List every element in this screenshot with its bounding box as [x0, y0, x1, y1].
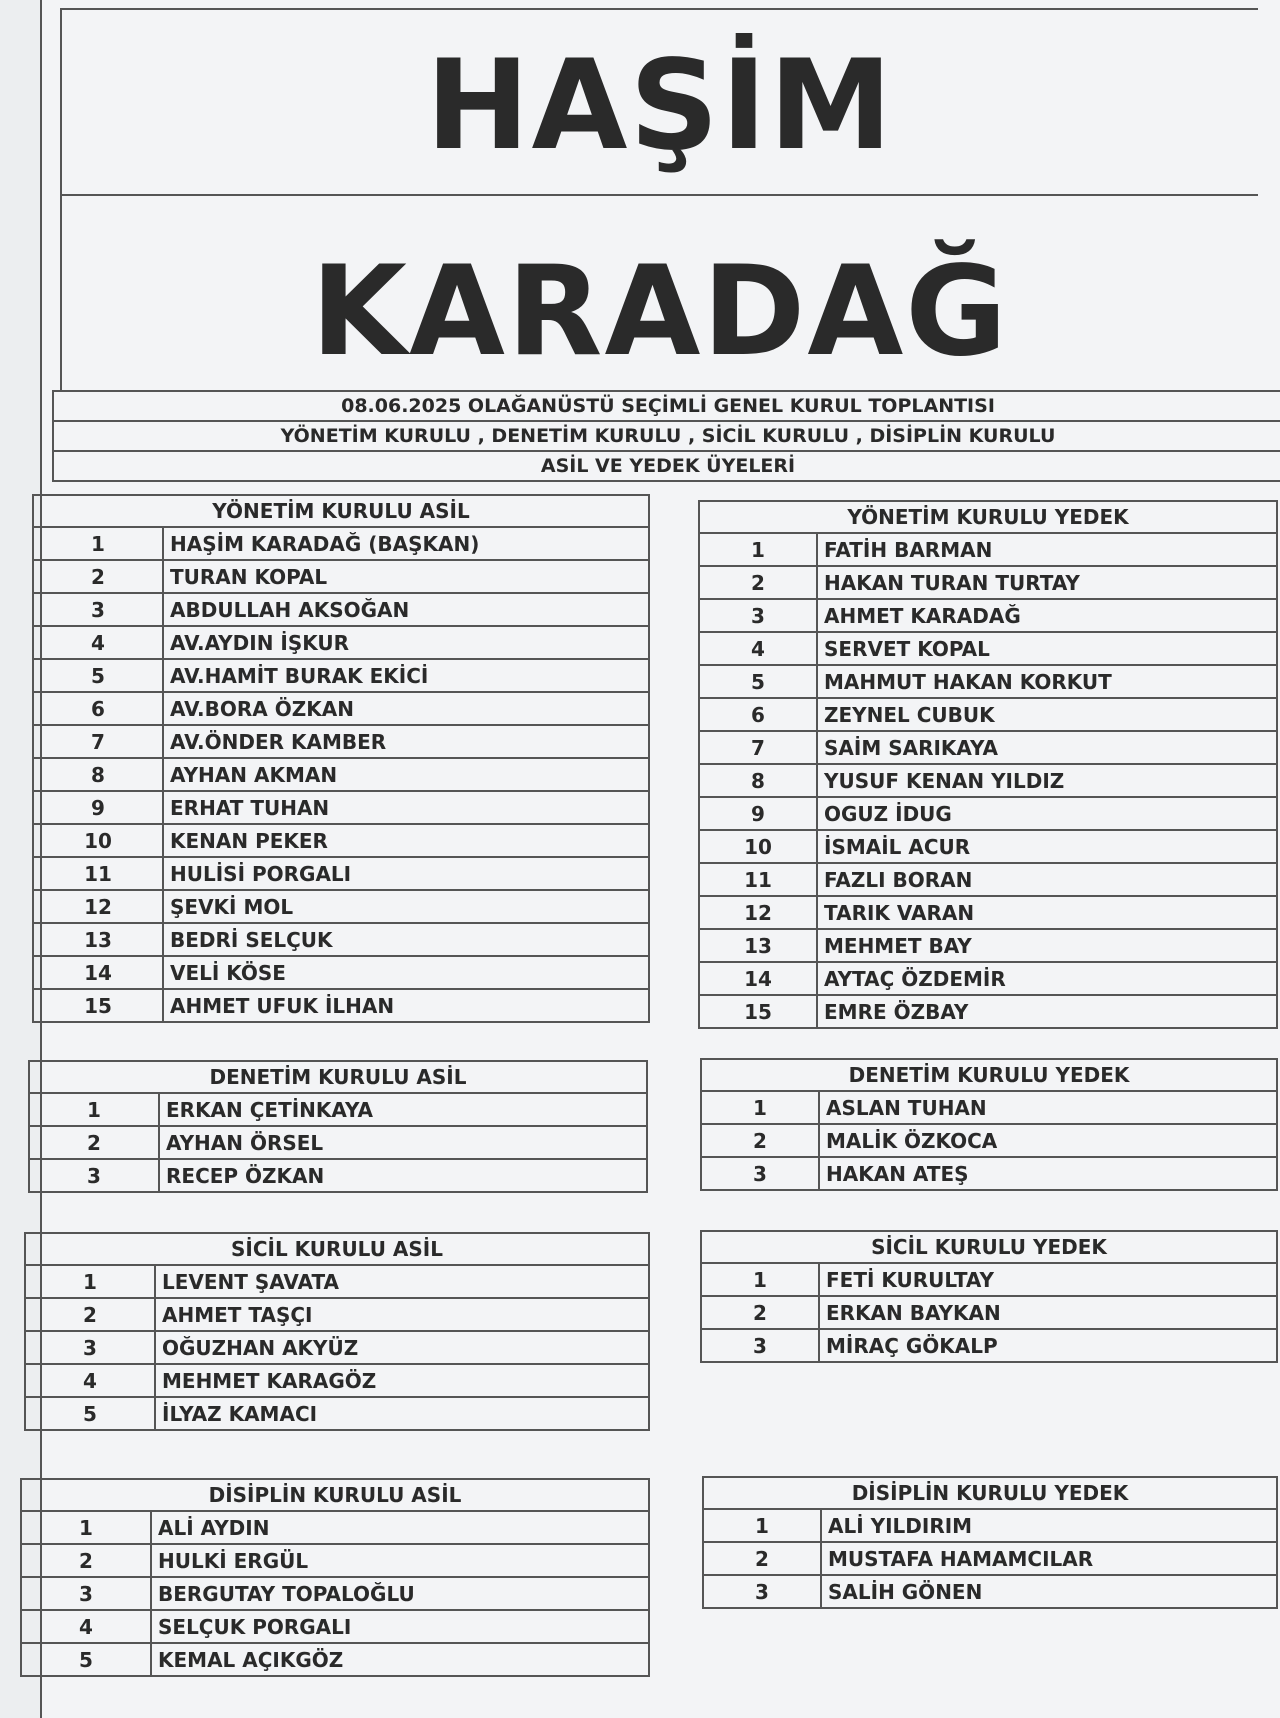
member-number: 3 — [21, 1577, 151, 1610]
member-number: 15 — [33, 989, 163, 1022]
member-name: ABDULLAH AKSOĞAN — [163, 593, 649, 626]
member-name: MALİK ÖZKOCA — [819, 1124, 1277, 1157]
member-name: HAKAN TURAN TURTAY — [817, 566, 1277, 599]
table-row — [699, 962, 1277, 995]
member-name: ZEYNEL CUBUK — [817, 698, 1277, 731]
table-title: SİCİL KURULU ASİL — [25, 1233, 649, 1265]
table-row — [699, 632, 1277, 665]
table-row — [25, 1331, 649, 1364]
member-number: 2 — [25, 1298, 155, 1331]
table-row — [703, 1575, 1277, 1608]
table-row — [701, 1263, 1277, 1296]
table-row — [25, 1298, 649, 1331]
member-number: 4 — [25, 1364, 155, 1397]
member-number: 3 — [701, 1329, 819, 1362]
member-name: ERHAT TUHAN — [163, 791, 649, 824]
member-number: 12 — [33, 890, 163, 923]
member-number: 1 — [699, 533, 817, 566]
table-row — [33, 890, 649, 923]
table-denetim-yedek — [700, 1058, 1278, 1191]
member-name: SAİM SARIKAYA — [817, 731, 1277, 764]
table-row — [703, 1542, 1277, 1575]
member-number: 6 — [33, 692, 163, 725]
member-name: FETİ KURULTAY — [819, 1263, 1277, 1296]
member-number: 1 — [21, 1511, 151, 1544]
member-name: RECEP ÖZKAN — [159, 1159, 647, 1192]
member-number: 1 — [33, 527, 163, 560]
member-name: VELİ KÖSE — [163, 956, 649, 989]
table-row — [699, 995, 1277, 1028]
member-number: 11 — [699, 863, 817, 896]
member-name: MAHMUT HAKAN KORKUT — [817, 665, 1277, 698]
table-row — [33, 791, 649, 824]
member-name: TARIK VARAN — [817, 896, 1277, 929]
member-name: AHMET KARADAĞ — [817, 599, 1277, 632]
member-number: 8 — [699, 764, 817, 797]
member-name: MİRAÇ GÖKALP — [819, 1329, 1277, 1362]
meeting-header — [52, 390, 1280, 482]
table-disiplin-yedek — [702, 1476, 1278, 1609]
member-name: AV.HAMİT BURAK EKİCİ — [163, 659, 649, 692]
member-number: 15 — [699, 995, 817, 1028]
member-number: 9 — [699, 797, 817, 830]
member-number: 13 — [33, 923, 163, 956]
table-row — [699, 863, 1277, 896]
member-name: HULKİ ERGÜL — [151, 1544, 649, 1577]
table-row — [33, 692, 649, 725]
member-number: 4 — [21, 1610, 151, 1643]
member-name: SERVET KOPAL — [817, 632, 1277, 665]
member-name: AYTAÇ ÖZDEMİR — [817, 962, 1277, 995]
member-number: 13 — [699, 929, 817, 962]
table-row — [29, 1159, 647, 1192]
table-row — [33, 626, 649, 659]
table-row — [29, 1126, 647, 1159]
table-row — [701, 1124, 1277, 1157]
table-row — [701, 1296, 1277, 1329]
table-row — [699, 698, 1277, 731]
table-disiplin-asil — [20, 1478, 650, 1677]
member-number: 2 — [33, 560, 163, 593]
member-name: HAŞİM KARADAĞ (BAŞKAN) — [163, 527, 649, 560]
table-row — [29, 1093, 647, 1126]
member-name: OĞUZHAN AKYÜZ — [155, 1331, 649, 1364]
member-name: TURAN KOPAL — [163, 560, 649, 593]
member-name: ERKAN BAYKAN — [819, 1296, 1277, 1329]
member-name: EMRE ÖZBAY — [817, 995, 1277, 1028]
member-number: 1 — [25, 1265, 155, 1298]
boards-list: YÖNETİM KURULU , DENETİM KURULU , SİCİL KURULU , DİSİPLİN KURULU — [54, 422, 1280, 452]
table-title: YÖNETİM KURULU ASİL — [33, 495, 649, 527]
table-row — [25, 1397, 649, 1430]
candidate-last-name: KARADAĞ — [310, 240, 1010, 384]
member-number: 3 — [699, 599, 817, 632]
member-number: 2 — [21, 1544, 151, 1577]
table-title: DENETİM KURULU ASİL — [29, 1061, 647, 1093]
member-name: BERGUTAY TOPALOĞLU — [151, 1577, 649, 1610]
table-row — [33, 956, 649, 989]
member-name: ŞEVKİ MOL — [163, 890, 649, 923]
table-title: YÖNETİM KURULU YEDEK — [699, 501, 1277, 533]
table-row — [699, 830, 1277, 863]
member-number: 2 — [703, 1542, 821, 1575]
table-row — [33, 725, 649, 758]
table-title: SİCİL KURULU YEDEK — [701, 1231, 1277, 1263]
table-row — [33, 758, 649, 791]
member-number: 2 — [701, 1296, 819, 1329]
meeting-title: 08.06.2025 OLAĞANÜSTÜ SEÇİMLİ GENEL KURUL TOPLANTISI — [54, 392, 1280, 422]
table-title: DİSİPLİN KURULU ASİL — [21, 1479, 649, 1511]
member-number: 9 — [33, 791, 163, 824]
member-number: 1 — [701, 1263, 819, 1296]
table-row — [699, 896, 1277, 929]
member-name: HAKAN ATEŞ — [819, 1157, 1277, 1190]
member-number: 5 — [25, 1397, 155, 1430]
member-number: 3 — [703, 1575, 821, 1608]
member-name: AHMET UFUK İLHAN — [163, 989, 649, 1022]
member-name: AV.AYDIN İŞKUR — [163, 626, 649, 659]
member-number: 10 — [33, 824, 163, 857]
member-number: 10 — [699, 830, 817, 863]
member-number: 4 — [33, 626, 163, 659]
table-sicil-yedek — [700, 1230, 1278, 1363]
table-denetim-asil — [28, 1060, 648, 1193]
table-row — [699, 665, 1277, 698]
table-yonetim-yedek — [698, 500, 1278, 1029]
table-row — [21, 1610, 649, 1643]
candidate-name-box — [60, 8, 1258, 392]
member-name: AV.BORA ÖZKAN — [163, 692, 649, 725]
table-row — [21, 1544, 649, 1577]
member-number: 5 — [33, 659, 163, 692]
member-name: BEDRİ SELÇUK — [163, 923, 649, 956]
member-number: 7 — [699, 731, 817, 764]
member-number: 7 — [33, 725, 163, 758]
table-row — [703, 1509, 1277, 1542]
member-name: AYHAN ÖRSEL — [159, 1126, 647, 1159]
member-name: OGUZ İDUG — [817, 797, 1277, 830]
member-number: 3 — [701, 1157, 819, 1190]
member-name: ERKAN ÇETİNKAYA — [159, 1093, 647, 1126]
member-name: HULİSİ PORGALI — [163, 857, 649, 890]
member-number: 1 — [703, 1509, 821, 1542]
name-divider — [62, 194, 1258, 196]
table-row — [21, 1511, 649, 1544]
member-name: LEVENT ŞAVATA — [155, 1265, 649, 1298]
table-row — [33, 593, 649, 626]
table-row — [701, 1157, 1277, 1190]
member-name: AYHAN AKMAN — [163, 758, 649, 791]
member-name: MEHMET KARAGÖZ — [155, 1364, 649, 1397]
table-row — [33, 857, 649, 890]
member-name: FATİH BARMAN — [817, 533, 1277, 566]
candidate-first-name: HAŞİM — [425, 34, 895, 178]
table-sicil-asil — [24, 1232, 650, 1431]
member-number: 2 — [699, 566, 817, 599]
member-number: 3 — [25, 1331, 155, 1364]
member-number: 5 — [699, 665, 817, 698]
member-name: FAZLI BORAN — [817, 863, 1277, 896]
table-row — [699, 764, 1277, 797]
table-row — [699, 599, 1277, 632]
member-name: MEHMET BAY — [817, 929, 1277, 962]
table-row — [699, 731, 1277, 764]
member-number: 3 — [33, 593, 163, 626]
member-number: 2 — [701, 1124, 819, 1157]
table-row — [21, 1643, 649, 1676]
table-title: DİSİPLİN KURULU YEDEK — [703, 1477, 1277, 1509]
member-number: 8 — [33, 758, 163, 791]
member-number: 6 — [699, 698, 817, 731]
table-row — [699, 566, 1277, 599]
member-number: 1 — [701, 1091, 819, 1124]
table-row — [33, 989, 649, 1022]
table-row — [25, 1265, 649, 1298]
table-row — [25, 1364, 649, 1397]
table-row — [699, 533, 1277, 566]
member-number: 4 — [699, 632, 817, 665]
member-number: 5 — [21, 1643, 151, 1676]
table-yonetim-asil — [32, 494, 650, 1023]
member-name: YUSUF KENAN YILDIZ — [817, 764, 1277, 797]
table-row — [33, 560, 649, 593]
member-name: KEMAL AÇIKGÖZ — [151, 1643, 649, 1676]
member-number: 14 — [33, 956, 163, 989]
member-name: ALİ AYDIN — [151, 1511, 649, 1544]
member-name: İSMAİL ACUR — [817, 830, 1277, 863]
member-name: ALİ YILDIRIM — [821, 1509, 1277, 1542]
member-name: KENAN PEKER — [163, 824, 649, 857]
member-name: AV.ÖNDER KAMBER — [163, 725, 649, 758]
member-name: İLYAZ KAMACI — [155, 1397, 649, 1430]
table-title: DENETİM KURULU YEDEK — [701, 1059, 1277, 1091]
table-row — [33, 824, 649, 857]
member-number: 12 — [699, 896, 817, 929]
members-heading: ASİL VE YEDEK ÜYELERİ — [540, 455, 796, 477]
member-name: SELÇUK PORGALI — [151, 1610, 649, 1643]
member-number: 2 — [29, 1126, 159, 1159]
table-row — [701, 1329, 1277, 1362]
table-row — [699, 929, 1277, 962]
table-row — [33, 527, 649, 560]
table-row — [33, 659, 649, 692]
member-number: 11 — [33, 857, 163, 890]
member-number: 14 — [699, 962, 817, 995]
member-name: ASLAN TUHAN — [819, 1091, 1277, 1124]
table-row — [699, 797, 1277, 830]
table-row — [701, 1091, 1277, 1124]
table-row — [21, 1577, 649, 1610]
member-name: MUSTAFA HAMAMCILAR — [821, 1542, 1277, 1575]
member-name: AHMET TAŞÇI — [155, 1298, 649, 1331]
member-number: 3 — [29, 1159, 159, 1192]
member-number: 1 — [29, 1093, 159, 1126]
member-name: SALİH GÖNEN — [821, 1575, 1277, 1608]
table-row — [33, 923, 649, 956]
